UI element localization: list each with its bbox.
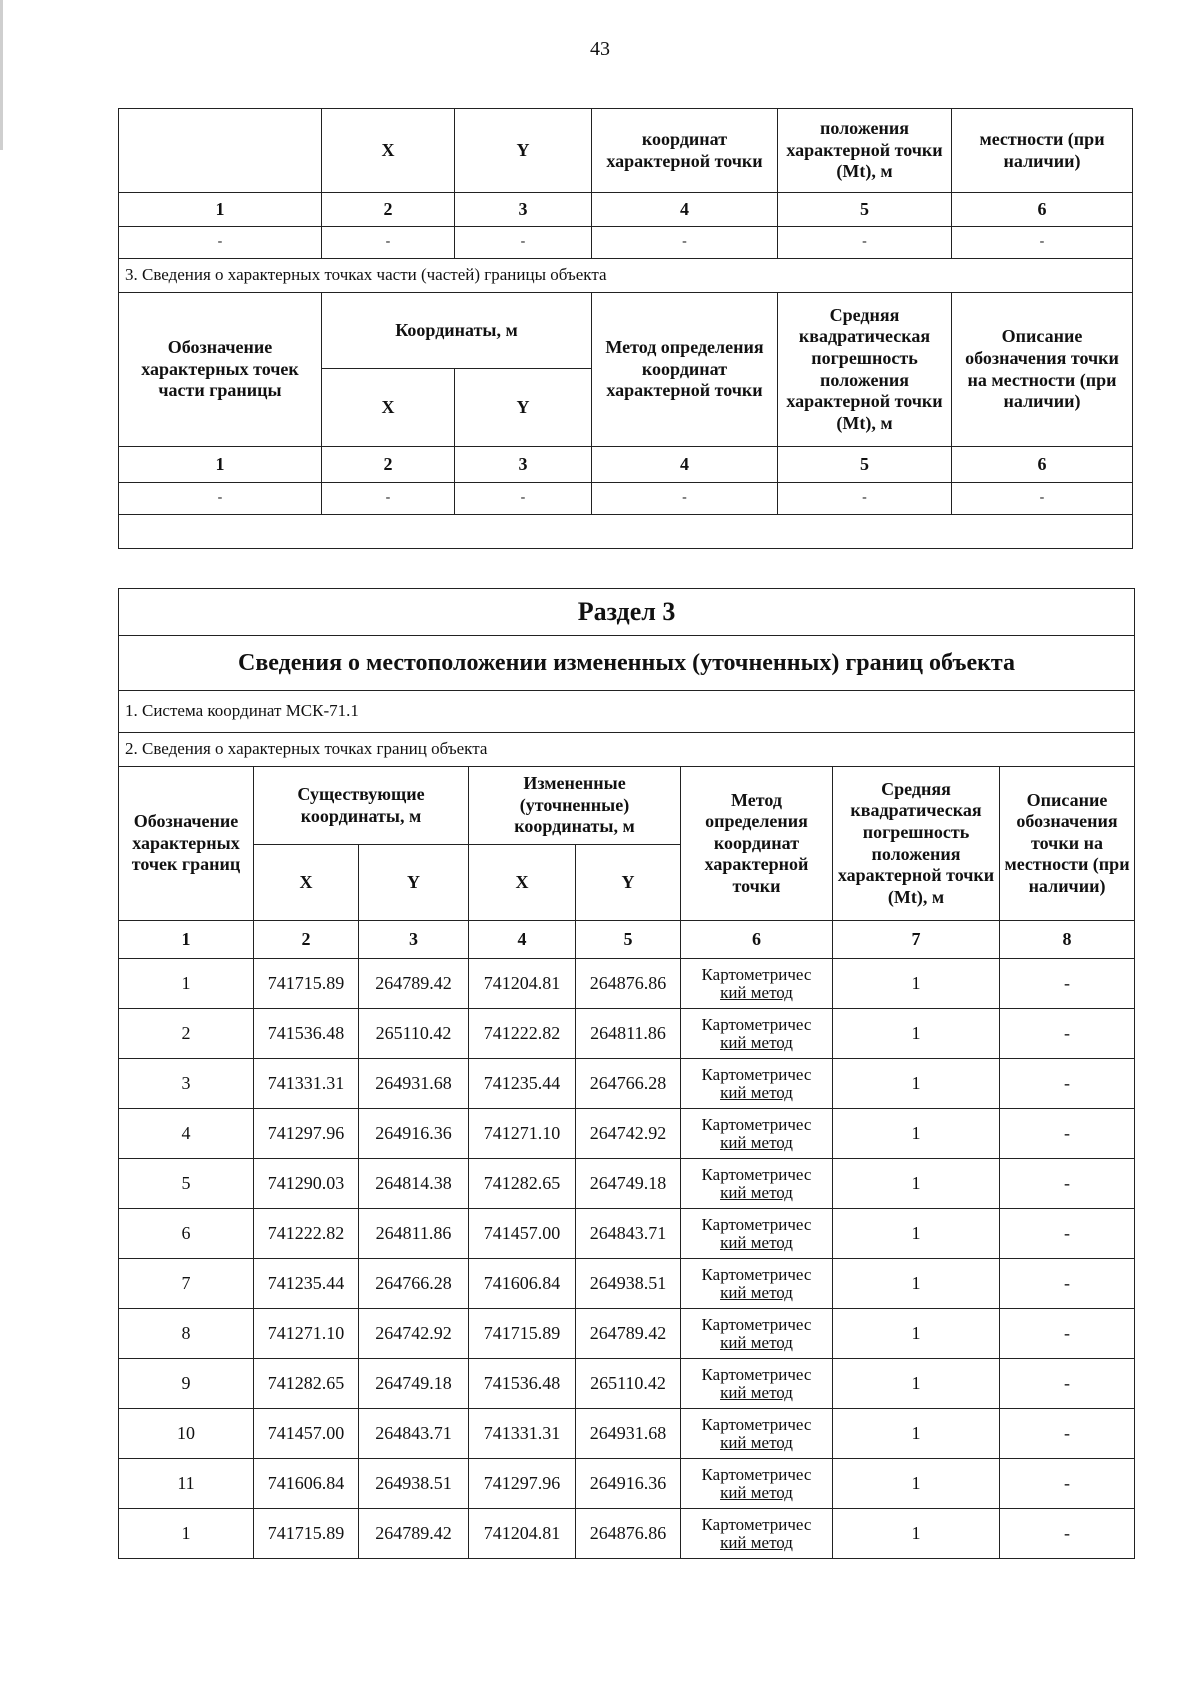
empty-cell: - — [952, 227, 1133, 259]
error-value: 1 — [833, 1309, 1000, 1359]
blank-row — [119, 515, 1133, 549]
table-row — [119, 1509, 1135, 1559]
column-number-row — [119, 193, 1133, 227]
changed-y: 265110.42 — [576, 1359, 681, 1409]
changed-y: 264789.42 — [576, 1309, 681, 1359]
table-row — [119, 1359, 1135, 1409]
table-row — [119, 1309, 1135, 1359]
error-value: 1 — [833, 1259, 1000, 1309]
continued-header-row — [119, 109, 1133, 193]
page-edge-mark — [0, 0, 3, 150]
changed-y: 264938.51 — [576, 1259, 681, 1309]
table-row — [119, 1159, 1135, 1209]
table-row — [119, 1059, 1135, 1109]
changed-x: 741235.44 — [469, 1059, 576, 1109]
changed-y: 264931.68 — [576, 1409, 681, 1459]
existing-y: 264811.86 — [359, 1209, 469, 1259]
description-value: - — [1000, 1109, 1135, 1159]
page-number: 43 — [590, 38, 610, 60]
changed-y: 264742.92 — [576, 1109, 681, 1159]
col-number: 8 — [1000, 921, 1135, 959]
description-value: - — [1000, 1509, 1135, 1559]
header-designation: Обозначение характерных точек части границы — [119, 293, 322, 447]
description-value: - — [1000, 1159, 1135, 1209]
method-cell — [681, 1359, 833, 1409]
changed-x: 741297.96 — [469, 1459, 576, 1509]
method-line-2: кий метод — [720, 1182, 793, 1202]
changed-y: 264876.86 — [576, 959, 681, 1009]
error-value: 1 — [833, 1509, 1000, 1559]
existing-y: 264789.42 — [359, 959, 469, 1009]
col-number: 6 — [952, 447, 1133, 483]
point-rows — [119, 959, 1135, 1559]
col-number: 5 — [778, 193, 952, 227]
method-cell — [681, 1509, 833, 1559]
empty-cell: - — [119, 483, 322, 515]
point-number: 4 — [119, 1109, 254, 1159]
existing-x: 741297.96 — [254, 1109, 359, 1159]
section-title-row — [119, 589, 1135, 636]
header-method: Метод определения координат характерной точки — [592, 293, 778, 447]
table-row — [119, 1259, 1135, 1309]
method-line-1: Картометричес — [701, 1164, 812, 1184]
changed-y: 264749.18 — [576, 1159, 681, 1209]
existing-x: 741536.48 — [254, 1009, 359, 1059]
section-title: Раздел 3 — [119, 589, 1135, 636]
col-number: 4 — [592, 447, 778, 483]
empty-cell: - — [119, 227, 322, 259]
table-row — [119, 1409, 1135, 1459]
changed-y: 264916.36 — [576, 1459, 681, 1509]
point-number: 8 — [119, 1309, 254, 1359]
empty-cell: - — [322, 227, 455, 259]
method-cell — [681, 959, 833, 1009]
points-header-row-1 — [119, 767, 1135, 845]
col-number: 3 — [455, 447, 592, 483]
section-subtitle-row — [119, 636, 1135, 691]
method-line-2: кий метод — [720, 1482, 793, 1502]
col-number: 1 — [119, 193, 322, 227]
col-number: 6 — [681, 921, 833, 959]
table-row — [119, 1009, 1135, 1059]
existing-y: 264766.28 — [359, 1259, 469, 1309]
method-cell — [681, 1409, 833, 1459]
method-line-1: Картометричес — [701, 1514, 812, 1534]
description-value: - — [1000, 1059, 1135, 1109]
method-line-1: Картометричес — [701, 1314, 812, 1334]
changed-y: 264876.86 — [576, 1509, 681, 1559]
empty-cell: - — [778, 227, 952, 259]
existing-x: 741271.10 — [254, 1309, 359, 1359]
column-number-row — [119, 921, 1135, 959]
method-cell — [681, 1259, 833, 1309]
col-number: 3 — [359, 921, 469, 959]
coord-system-row — [119, 691, 1135, 733]
method-line-2: кий метод — [720, 1082, 793, 1102]
header-error: Средняя квадратическая погрешность положения характерной точки (Mt), м — [833, 767, 1000, 921]
existing-x: 741331.31 — [254, 1059, 359, 1109]
col-number: 2 — [254, 921, 359, 959]
header-y: Y — [455, 109, 592, 193]
empty-cell: - — [592, 483, 778, 515]
table-row — [119, 959, 1135, 1009]
existing-y: 265110.42 — [359, 1009, 469, 1059]
header-method-cont: координат характерной точки — [592, 109, 778, 193]
description-value: - — [1000, 1209, 1135, 1259]
method-line-2: кий метод — [720, 1282, 793, 1302]
header-x-changed: X — [469, 845, 576, 921]
method-line-1: Картометричес — [701, 1464, 812, 1484]
error-value: 1 — [833, 1209, 1000, 1259]
method-line-2: кий метод — [720, 1532, 793, 1552]
method-line-2: кий метод — [720, 1382, 793, 1402]
method-line-1: Картометричес — [701, 1064, 812, 1084]
parts-header-row-1 — [119, 293, 1133, 369]
header-y-existing: Y — [359, 845, 469, 921]
existing-y: 264789.42 — [359, 1509, 469, 1559]
changed-y: 264811.86 — [576, 1009, 681, 1059]
point-number: 3 — [119, 1059, 254, 1109]
col-number: 2 — [322, 447, 455, 483]
changed-x: 741606.84 — [469, 1259, 576, 1309]
method-cell — [681, 1459, 833, 1509]
section3-title-row — [119, 259, 1133, 293]
col-number: 7 — [833, 921, 1000, 959]
header-x: X — [322, 109, 455, 193]
empty-cell: - — [778, 483, 952, 515]
method-cell — [681, 1109, 833, 1159]
point-number: 1 — [119, 959, 254, 1009]
existing-x: 741715.89 — [254, 959, 359, 1009]
method-line-1: Картометричес — [701, 1264, 812, 1284]
changed-x: 741331.31 — [469, 1409, 576, 1459]
column-number-row — [119, 447, 1133, 483]
point-number: 11 — [119, 1459, 254, 1509]
existing-x: 741222.82 — [254, 1209, 359, 1259]
method-line-2: кий метод — [720, 1432, 793, 1452]
header-y: Y — [455, 369, 592, 447]
header-x-existing: X — [254, 845, 359, 921]
header-desc-cont: местности (при наличии) — [952, 109, 1133, 193]
points-title: 2. Сведения о характерных точках границ объекта — [119, 733, 1135, 767]
changed-x: 741204.81 — [469, 1509, 576, 1559]
col-number: 1 — [119, 921, 254, 959]
existing-y: 264843.71 — [359, 1409, 469, 1459]
col-number: 5 — [778, 447, 952, 483]
header-coords: Координаты, м — [322, 293, 592, 369]
section3-title: 3. Сведения о характерных точках части (частей) границы объекта — [119, 259, 1133, 293]
coord-system: 1. Система координат МСК-71.1 — [119, 691, 1135, 733]
method-line-1: Картометричес — [701, 1414, 812, 1434]
empty-row — [119, 227, 1133, 259]
section-subtitle: Сведения о местоположении измененных (уточненных) границ объекта — [119, 636, 1135, 691]
header-method: Метод определения координат характерной точки — [681, 767, 833, 921]
table-row — [119, 1209, 1135, 1259]
blank-cell — [119, 515, 1133, 549]
method-cell — [681, 1059, 833, 1109]
method-cell — [681, 1309, 833, 1359]
header-x: X — [322, 369, 455, 447]
header-desc: Описание обозначения точки на местности (при наличии) — [952, 293, 1133, 447]
empty-cell: - — [455, 483, 592, 515]
error-value: 1 — [833, 1009, 1000, 1059]
header-y-changed: Y — [576, 845, 681, 921]
method-cell — [681, 1209, 833, 1259]
error-value: 1 — [833, 1059, 1000, 1109]
point-number: 5 — [119, 1159, 254, 1209]
top-table — [118, 108, 1133, 549]
header-cell — [119, 109, 322, 193]
description-value: - — [1000, 1309, 1135, 1359]
col-number: 5 — [576, 921, 681, 959]
method-cell — [681, 1159, 833, 1209]
existing-y: 264931.68 — [359, 1059, 469, 1109]
section3-table — [118, 588, 1135, 1559]
method-line-1: Картометричес — [701, 1014, 812, 1034]
existing-y: 264749.18 — [359, 1359, 469, 1409]
method-line-2: кий метод — [720, 1332, 793, 1352]
col-number: 2 — [322, 193, 455, 227]
empty-row — [119, 483, 1133, 515]
point-number: 2 — [119, 1009, 254, 1059]
point-number: 10 — [119, 1409, 254, 1459]
existing-x: 741290.03 — [254, 1159, 359, 1209]
col-number: 4 — [592, 193, 778, 227]
changed-x: 741222.82 — [469, 1009, 576, 1059]
point-number: 9 — [119, 1359, 254, 1409]
existing-x: 741715.89 — [254, 1509, 359, 1559]
changed-y: 264843.71 — [576, 1209, 681, 1259]
empty-cell: - — [322, 483, 455, 515]
error-value: 1 — [833, 1109, 1000, 1159]
header-error: Средняя квадратическая погрешность положения характерной точки (Mt), м — [778, 293, 952, 447]
header-existing-coords: Существующие координаты, м — [254, 767, 469, 845]
description-value: - — [1000, 1009, 1135, 1059]
header-error-cont: положения характерной точки (Mt), м — [778, 109, 952, 193]
empty-cell: - — [952, 483, 1133, 515]
existing-y: 264938.51 — [359, 1459, 469, 1509]
existing-y: 264916.36 — [359, 1109, 469, 1159]
method-line-2: кий метод — [720, 1232, 793, 1252]
changed-x: 741271.10 — [469, 1109, 576, 1159]
table-row — [119, 1109, 1135, 1159]
existing-x: 741606.84 — [254, 1459, 359, 1509]
method-cell — [681, 1009, 833, 1059]
existing-x: 741235.44 — [254, 1259, 359, 1309]
empty-cell: - — [455, 227, 592, 259]
error-value: 1 — [833, 1459, 1000, 1509]
changed-x: 741715.89 — [469, 1309, 576, 1359]
existing-y: 264742.92 — [359, 1309, 469, 1359]
changed-x: 741282.65 — [469, 1159, 576, 1209]
existing-x: 741457.00 — [254, 1409, 359, 1459]
method-line-2: кий метод — [720, 1132, 793, 1152]
point-number: 6 — [119, 1209, 254, 1259]
description-value: - — [1000, 959, 1135, 1009]
method-line-1: Картометричес — [701, 1364, 812, 1384]
method-line-1: Картометричес — [701, 964, 812, 984]
changed-x: 741536.48 — [469, 1359, 576, 1409]
method-line-2: кий метод — [720, 982, 793, 1002]
description-value: - — [1000, 1409, 1135, 1459]
changed-x: 741457.00 — [469, 1209, 576, 1259]
error-value: 1 — [833, 959, 1000, 1009]
empty-cell: - — [592, 227, 778, 259]
description-value: - — [1000, 1259, 1135, 1309]
header-desc: Описание обозначения точки на местности (при наличии) — [1000, 767, 1135, 921]
header-designation: Обозначение характерных точек границ — [119, 767, 254, 921]
description-value: - — [1000, 1359, 1135, 1409]
method-line-1: Картометричес — [701, 1114, 812, 1134]
col-number: 1 — [119, 447, 322, 483]
changed-x: 741204.81 — [469, 959, 576, 1009]
table-row — [119, 1459, 1135, 1509]
error-value: 1 — [833, 1159, 1000, 1209]
method-line-2: кий метод — [720, 1032, 793, 1052]
method-line-1: Картометричес — [701, 1214, 812, 1234]
point-number: 1 — [119, 1509, 254, 1559]
changed-y: 264766.28 — [576, 1059, 681, 1109]
point-number: 7 — [119, 1259, 254, 1309]
existing-y: 264814.38 — [359, 1159, 469, 1209]
error-value: 1 — [833, 1409, 1000, 1459]
existing-x: 741282.65 — [254, 1359, 359, 1409]
description-value: - — [1000, 1459, 1135, 1509]
col-number: 6 — [952, 193, 1133, 227]
header-changed-coords: Измененные (уточненные) координаты, м — [469, 767, 681, 845]
error-value: 1 — [833, 1359, 1000, 1409]
col-number: 3 — [455, 193, 592, 227]
points-title-row — [119, 733, 1135, 767]
col-number: 4 — [469, 921, 576, 959]
